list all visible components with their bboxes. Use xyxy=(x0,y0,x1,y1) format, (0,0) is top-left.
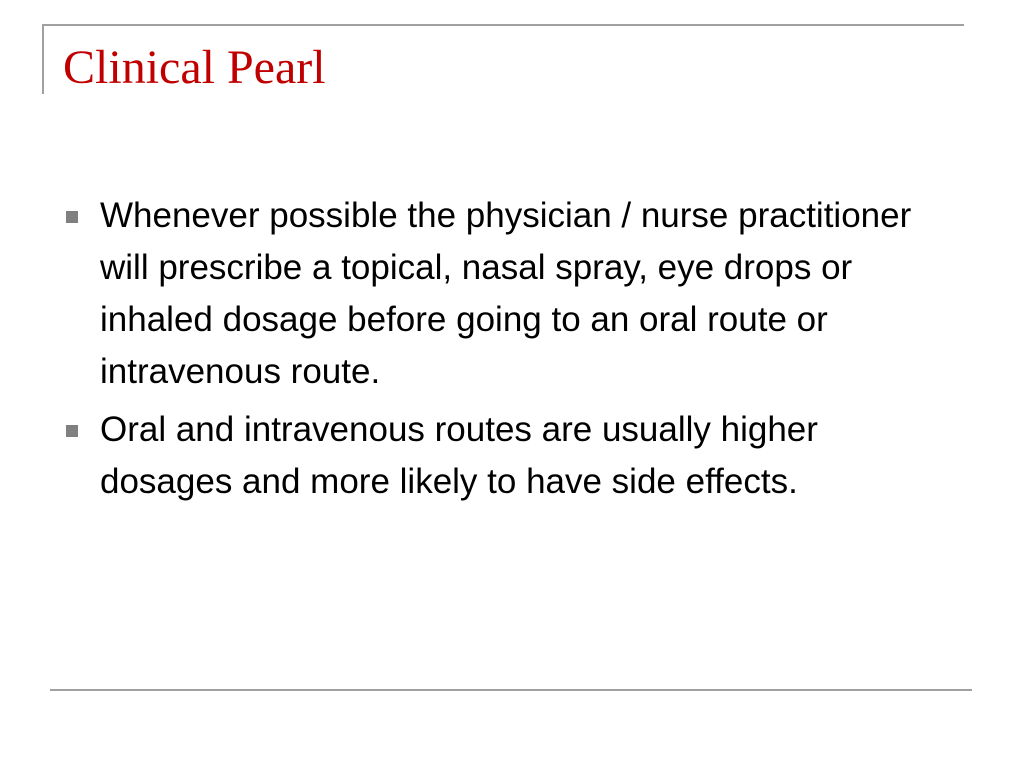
top-rule xyxy=(42,24,964,26)
bullet-item xyxy=(62,404,952,508)
bullet-list xyxy=(62,190,952,514)
bullet-text: Whenever possible the physician / nurse practitioner will prescribe a topical, nasal spray, eye drops or inhaled dosage before going to an oral route or intravenous route. xyxy=(100,196,912,391)
bottom-rule xyxy=(50,689,972,691)
bullet-item xyxy=(62,190,952,398)
slide-title: Clinical Pearl xyxy=(63,41,326,94)
square-bullet-icon xyxy=(66,425,78,437)
square-bullet-icon xyxy=(66,211,78,223)
bullet-text: Oral and intravenous routes are usually higher dosages and more likely to have side effects. xyxy=(100,410,818,501)
left-rule xyxy=(42,24,44,94)
